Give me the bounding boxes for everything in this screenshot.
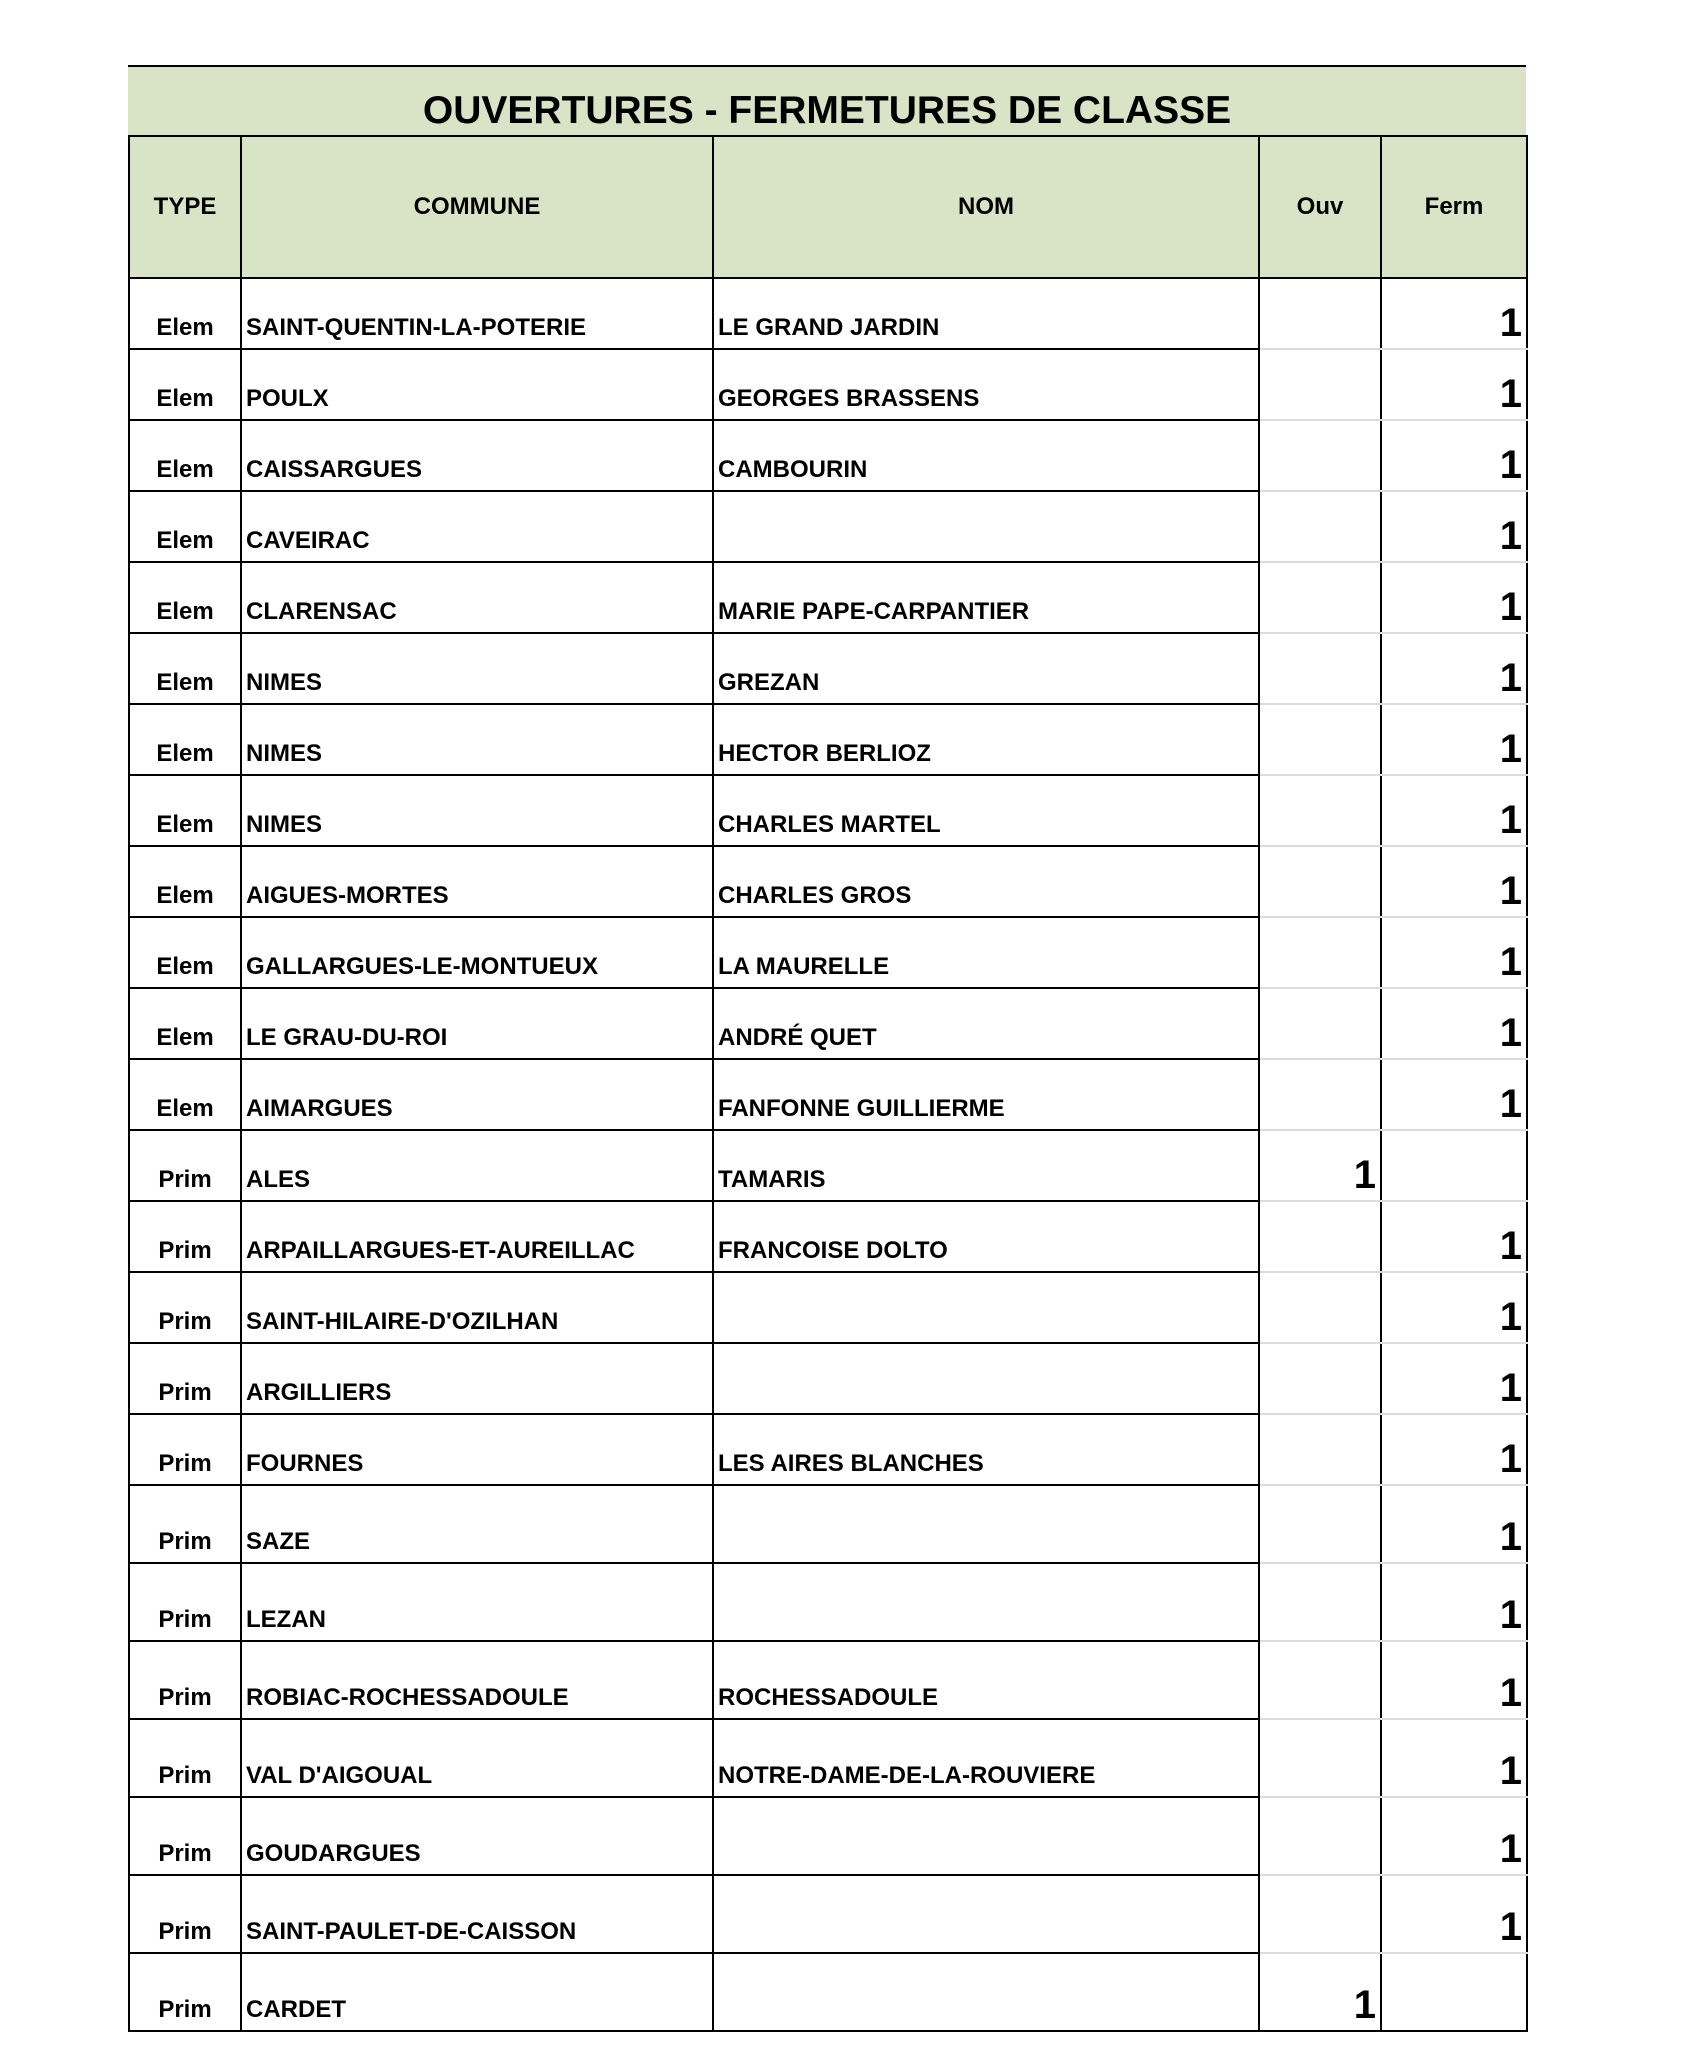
cell-nom: ANDRÉ QUET xyxy=(713,988,1259,1059)
cell-type: Prim xyxy=(129,1875,241,1953)
cell-type: Elem xyxy=(129,1059,241,1130)
cell-nom: GEORGES BRASSENS xyxy=(713,349,1259,420)
table-row xyxy=(129,1563,1527,1641)
cell-commune: NIMES xyxy=(241,633,713,704)
cell-ouv xyxy=(1259,349,1381,420)
table-row xyxy=(129,846,1527,917)
cell-ouv: 1 xyxy=(1259,1953,1381,2031)
cell-ouv xyxy=(1259,917,1381,988)
cell-commune: NIMES xyxy=(241,775,713,846)
cell-ferm: 1 xyxy=(1381,1201,1527,1272)
cell-ouv xyxy=(1259,1875,1381,1953)
cell-ouv xyxy=(1259,1485,1381,1563)
cell-ferm: 1 xyxy=(1381,633,1527,704)
cell-nom: LA MAURELLE xyxy=(713,917,1259,988)
table-row xyxy=(129,1272,1527,1343)
cell-type: Elem xyxy=(129,917,241,988)
cell-ouv xyxy=(1259,988,1381,1059)
table-row xyxy=(129,1059,1527,1130)
table-row xyxy=(129,775,1527,846)
cell-ferm: 1 xyxy=(1381,1059,1527,1130)
cell-ouv xyxy=(1259,491,1381,562)
cell-ferm: 1 xyxy=(1381,278,1527,349)
cell-commune: SAINT-PAULET-DE-CAISSON xyxy=(241,1875,713,1953)
cell-nom: MARIE PAPE-CARPANTIER xyxy=(713,562,1259,633)
cell-commune: CAVEIRAC xyxy=(241,491,713,562)
cell-type: Elem xyxy=(129,988,241,1059)
cell-ouv xyxy=(1259,278,1381,349)
cell-type: Prim xyxy=(129,1641,241,1719)
cell-ferm: 1 xyxy=(1381,988,1527,1059)
column-header-ferm: Ferm xyxy=(1381,136,1527,278)
cell-type: Elem xyxy=(129,420,241,491)
table-row xyxy=(129,1485,1527,1563)
cell-type: Prim xyxy=(129,1563,241,1641)
cell-ferm: 1 xyxy=(1381,491,1527,562)
cell-ferm: 1 xyxy=(1381,1719,1527,1797)
table-row xyxy=(129,562,1527,633)
cell-type: Elem xyxy=(129,704,241,775)
cell-commune: SAZE xyxy=(241,1485,713,1563)
cell-ouv xyxy=(1259,1641,1381,1719)
cell-nom: FANFONNE GUILLIERME xyxy=(713,1059,1259,1130)
cell-ferm: 1 xyxy=(1381,562,1527,633)
table-row xyxy=(129,491,1527,562)
cell-type: Prim xyxy=(129,1201,241,1272)
cell-commune: FOURNES xyxy=(241,1414,713,1485)
cell-ferm: 1 xyxy=(1381,1343,1527,1414)
cell-type: Prim xyxy=(129,1414,241,1485)
cell-commune: SAINT-QUENTIN-LA-POTERIE xyxy=(241,278,713,349)
cell-ferm: 1 xyxy=(1381,917,1527,988)
cell-type: Elem xyxy=(129,775,241,846)
cell-type: Elem xyxy=(129,491,241,562)
cell-commune: LEZAN xyxy=(241,1563,713,1641)
page-title: OUVERTURES - FERMETURES DE CLASSE xyxy=(422,89,1232,132)
table-row xyxy=(129,1414,1527,1485)
cell-commune: CAISSARGUES xyxy=(241,420,713,491)
cell-commune: ALES xyxy=(241,1130,713,1201)
cell-type: Prim xyxy=(129,1719,241,1797)
cell-type: Elem xyxy=(129,349,241,420)
cell-ferm: 1 xyxy=(1381,1875,1527,1953)
cell-commune: NIMES xyxy=(241,704,713,775)
cell-commune: AIGUES-MORTES xyxy=(241,846,713,917)
cell-commune: ARPAILLARGUES-ET-AUREILLAC xyxy=(241,1201,713,1272)
header-row xyxy=(129,136,1527,278)
cell-ouv xyxy=(1259,1201,1381,1272)
cell-ferm: 1 xyxy=(1381,1641,1527,1719)
cell-nom xyxy=(713,491,1259,562)
cell-type: Prim xyxy=(129,1953,241,2031)
cell-nom: HECTOR BERLIOZ xyxy=(713,704,1259,775)
table-row xyxy=(129,1875,1527,1953)
cell-ferm xyxy=(1381,1953,1527,2031)
column-header-nom: NOM xyxy=(713,136,1259,278)
cell-nom: CAMBOURIN xyxy=(713,420,1259,491)
cell-ouv xyxy=(1259,420,1381,491)
column-header-type: TYPE xyxy=(129,136,241,278)
cell-ouv xyxy=(1259,1414,1381,1485)
cell-nom xyxy=(713,1272,1259,1343)
cell-commune: CARDET xyxy=(241,1953,713,2031)
cell-nom: LES AIRES BLANCHES xyxy=(713,1414,1259,1485)
cell-commune: CLARENSAC xyxy=(241,562,713,633)
cell-type: Elem xyxy=(129,278,241,349)
cell-ouv xyxy=(1259,562,1381,633)
cell-ferm: 1 xyxy=(1381,1414,1527,1485)
column-header-ouv: Ouv xyxy=(1259,136,1381,278)
cell-ouv xyxy=(1259,775,1381,846)
table-row xyxy=(129,1201,1527,1272)
cell-nom xyxy=(713,1953,1259,2031)
cell-commune: SAINT-HILAIRE-D'OZILHAN xyxy=(241,1272,713,1343)
cell-nom xyxy=(713,1343,1259,1414)
cell-ferm: 1 xyxy=(1381,704,1527,775)
cell-ferm: 1 xyxy=(1381,846,1527,917)
cell-nom xyxy=(713,1797,1259,1875)
cell-ferm: 1 xyxy=(1381,349,1527,420)
cell-ouv xyxy=(1259,704,1381,775)
cell-nom: LE GRAND JARDIN xyxy=(713,278,1259,349)
cell-ferm: 1 xyxy=(1381,1485,1527,1563)
cell-ouv xyxy=(1259,1719,1381,1797)
cell-commune: GALLARGUES-LE-MONTUEUX xyxy=(241,917,713,988)
cell-ferm: 1 xyxy=(1381,775,1527,846)
cell-nom: NOTRE-DAME-DE-LA-ROUVIERE xyxy=(713,1719,1259,1797)
cell-ferm: 1 xyxy=(1381,420,1527,491)
cell-ouv xyxy=(1259,1059,1381,1130)
cell-ferm: 1 xyxy=(1381,1797,1527,1875)
table-row xyxy=(129,1641,1527,1719)
table-body xyxy=(129,278,1527,2031)
cell-nom xyxy=(713,1485,1259,1563)
cell-ferm xyxy=(1381,1130,1527,1201)
cell-ouv: 1 xyxy=(1259,1130,1381,1201)
table-row xyxy=(129,1953,1527,2031)
title-bar xyxy=(128,65,1526,135)
table-row xyxy=(129,1719,1527,1797)
cell-type: Elem xyxy=(129,633,241,704)
cell-ouv xyxy=(1259,1797,1381,1875)
cell-ouv xyxy=(1259,1272,1381,1343)
table-row xyxy=(129,988,1527,1059)
cell-type: Prim xyxy=(129,1485,241,1563)
cell-ouv xyxy=(1259,1563,1381,1641)
table-row xyxy=(129,1343,1527,1414)
cell-ouv xyxy=(1259,846,1381,917)
cell-type: Prim xyxy=(129,1272,241,1343)
cell-nom: CHARLES GROS xyxy=(713,846,1259,917)
cell-type: Elem xyxy=(129,846,241,917)
cell-nom: ROCHESSADOULE xyxy=(713,1641,1259,1719)
cell-nom: GREZAN xyxy=(713,633,1259,704)
cell-commune: POULX xyxy=(241,349,713,420)
cell-type: Prim xyxy=(129,1130,241,1201)
cell-ferm: 1 xyxy=(1381,1272,1527,1343)
table-row xyxy=(129,278,1527,349)
cell-ouv xyxy=(1259,1343,1381,1414)
cell-commune: VAL D'AIGOUAL xyxy=(241,1719,713,1797)
cell-commune: ROBIAC-ROCHESSADOULE xyxy=(241,1641,713,1719)
cell-commune: GOUDARGUES xyxy=(241,1797,713,1875)
table-row xyxy=(129,917,1527,988)
cell-type: Prim xyxy=(129,1797,241,1875)
table-row xyxy=(129,704,1527,775)
cell-commune: ARGILLIERS xyxy=(241,1343,713,1414)
cell-commune: LE GRAU-DU-ROI xyxy=(241,988,713,1059)
cell-nom: TAMARIS xyxy=(713,1130,1259,1201)
table-row xyxy=(129,420,1527,491)
table-row xyxy=(129,349,1527,420)
cell-nom: CHARLES MARTEL xyxy=(713,775,1259,846)
table-row xyxy=(129,633,1527,704)
cell-ferm: 1 xyxy=(1381,1563,1527,1641)
class-changes-table xyxy=(128,135,1528,2032)
cell-nom: FRANCOISE DOLTO xyxy=(713,1201,1259,1272)
cell-nom xyxy=(713,1563,1259,1641)
cell-nom xyxy=(713,1875,1259,1953)
cell-type: Elem xyxy=(129,562,241,633)
cell-type: Prim xyxy=(129,1343,241,1414)
cell-commune: AIMARGUES xyxy=(241,1059,713,1130)
column-header-commune: COMMUNE xyxy=(241,136,713,278)
table-row xyxy=(129,1797,1527,1875)
table-row xyxy=(129,1130,1527,1201)
cell-ouv xyxy=(1259,633,1381,704)
spreadsheet-page xyxy=(128,65,1526,2032)
